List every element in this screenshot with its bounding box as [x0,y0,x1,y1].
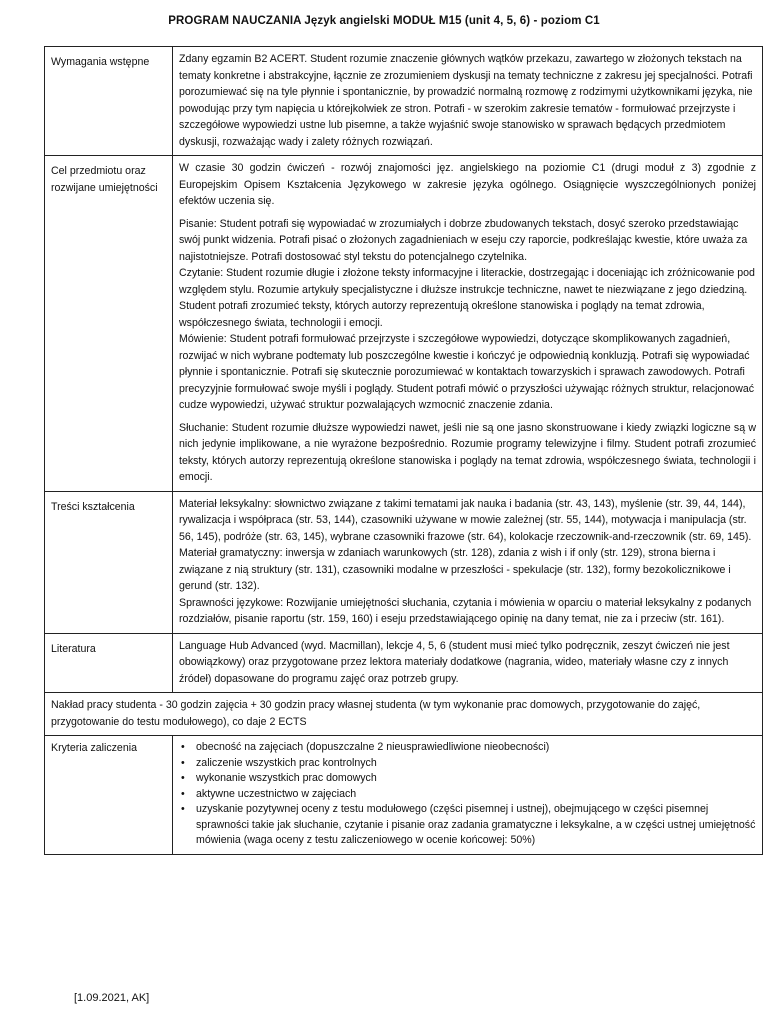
row-naklad [45,693,763,736]
tresci-sprawnosci: Sprawności językowe: Rozwijanie umiejętności słuchania, czytania i mówienia w oparciu o materiał leksykalny z podanych rozdziałów, pisanie raportu (str. 159, 160) i eseju przedstawiającego opinię na dany temat, nie za i przeciw (str. 161). [179,596,752,625]
content-wymagania [173,47,763,156]
cel-sluchanie: Słuchanie: Student rozumie dłuższe wypowiedzi nawet, jeśli nie są one jasno skonstruowane i kiedy związki logiczne są w nich jedynie implikowane, a nie wyrażone bezpośrednio. Rozumie programy telewizyjne i filmy. Student potrafi zrozumieć teksty, których autorzy reprezentują określone stanowiska i poglądy na temat zdrowia, współczesnego świata, technologii i emocji. [179,421,756,483]
wymagania-text: Zdany egzamin B2 ACERT. Student rozumie znaczenie głównych wątków przekazu, zawartego w złożonych tekstach na tematy konkretne i abstrakcyjne, łącznie ze zrozumieniem dyskusji na tematy techniczne z zakresu jej specjalności. Potrafi porozumiewać się na tyle płynnie i spontanicznie, by prowadzić normalną rozmowę z rodzimymi użytkownikami języka, nie powodując przy tym napięcia u którejkolwiek ze stron. Potrafi - w szerokim zakresie tematów - formułować przejrzyste i szczegółowe wypowiedzi ustne lub pisemne, a także wyjaśnić swoje stanowisko w sprawach będących przedmiotem dyskusji, rozważając wady i zalety różnych rozwiązań. [179,53,753,148]
cel-mowienie: Mówienie: Student potrafi formułować przejrzyste i szczegółowe wypowiedzi, dotyczące skomplikowanych zagadnień, rozwijać w nich wybrane podtematy lub poszczególne kwestie i kończyć je odpowiednią konkluzją. Potrafi się wypowiadać płynnie i spontanicznie. Potrafi się skutecznie porozumiewać w kontaktach towarzyskich i sprawach zawodowych. Potrafi precyzyjnie formułować swoje myśli i poglądy. Student potrafi mówić o przyszłości używając różnych struktur, relacjonować cudze wypowiedzi, używać struktur pozwalających wzmocnić znaczenie zdania. [179,333,755,411]
naklad-text: Nakład pracy studenta - 30 godzin zajęcia + 30 godzin pracy własnej studenta (w tym wykonanie prac domowych, przygotowanie do zajęć, przygotowanie do testu modułowego), co daje 2 ECTS [45,693,763,736]
list-item: • uzyskanie pozytywnej oceny z testu modułowego (części pisemnej i ustnej), obejmującego w części pisemnej sprawności takie jak słuchanie, czytanie i pisanie oraz zadania gramatyczne i leksykalne, a w części ustnej umiejętność mówienia (waga oceny z testu zaliczeniowego w ocenie końcowej: 50%) [179,802,756,849]
label-cel: Cel przedmiotu oraz rozwijane umiejętności [45,156,173,492]
content-kryteria [173,736,763,855]
criteria-list [179,740,756,849]
label-kryteria: Kryteria zaliczenia [45,736,173,855]
row-wymagania [45,47,763,156]
cel-pisanie: Pisanie: Student potrafi się wypowiadać w zrozumiałych i dobrze zbudowanych tekstach, dosyć szeroko przedstawiając swój punkt widzenia. Potrafi pisać o złożonych zagadnieniach w eseju czy raporcie, podkreślając kwestie, które uważa za najistotniejsze. Potrafi dostosować styl tekstu do potencjalnego czytelnika. [179,217,748,263]
row-tresci [45,491,763,633]
label-tresci: Treści kształcenia [45,491,173,633]
list-item: • aktywne uczestnictwo w zajęciach [179,787,756,803]
footer-date: [1.09.2021, AK] [74,992,150,1004]
syllabus-table [44,46,763,855]
list-item: • zaliczenie wszystkich prac kontrolnych [179,756,756,772]
list-item: • wykonanie wszystkich prac domowych [179,771,756,787]
cel-czytanie: Czytanie: Student rozumie długie i złożone teksty informacyjne i literackie, dostrzegając i doceniając ich zróżnicowanie pod względem stylu. Rozumie artykuły specjalistyczne i dłuższe instrukcje techniczne, nawet te niezwiązane z jego dziedziną. Student potrafi zrozumieć teksty, których autorzy reprezentują określone stanowiska i poglądy na temat zdrowia, współczesnego świata, technologii i emocji. [179,267,755,329]
tresci-gramatyczny: Materiał gramatyczny: inwersja w zdaniach warunkowych (str. 128), zdania z wish i if only (str. 129), strona bierna i związane z nią struktury (str. 131), czasowniki modalne w przeszłości - spekulacje (str. 132), formy bezokolicznikowe i gerund (str. 132). [179,547,731,592]
label-literatura: Literatura [45,633,173,693]
literatura-text: Language Hub Advanced (wyd. Macmillan), lekcje 4, 5, 6 (student musi mieć tylko podręcznik, zeszyt ćwiczeń nie jest obowiązkowy) oraz przygotowane przez lektora materiały dodatkowe (nagrania, wideo, materiały własne czy z innych źródeł) dopasowane do programu zajęć oraz potrzeb grupy. [179,639,730,685]
content-cel [173,156,763,492]
document-title: PROGRAM NAUCZANIA Język angielski MODUŁ M15 (unit 4, 5, 6) - poziom C1 [168,15,600,27]
cel-intro: W czasie 30 godzin ćwiczeń - rozwój znajomości jęz. angielskiego na poziomie C1 (drugi moduł z 3) zgodnie z Europejskim Opisem Kształcenia Językowego w zakresie języka ogólnego. Osiągnięcie wyszczególnionych poniżej efektów uczenia się. [179,162,756,207]
row-kryteria [45,736,763,855]
list-item: • obecność na zajęciach (dopuszczalne 2 nieusprawiedliwione nieobecności) [179,740,756,756]
tresci-leksykalny: Materiał leksykalny: słownictwo związane z takimi tematami jak nauka i badania (str. 43, 143), myślenie (str. 39, 44, 144), rywalizacja i współpraca (str. 53, 144), czasowniki używane w mowie zależnej (str. 55, 144), motywacja i manipulacja (str. 56, 145), podróże (str. 63, 145), wybrane czasowniki frazowe (str. 64), kolokacje rzeczownik-and-rzeczownik (str. 69, 145). [179,497,752,543]
row-literatura [45,633,763,693]
row-cel [45,156,763,492]
content-literatura [173,633,763,693]
content-tresci [173,491,763,633]
label-wymagania: Wymagania wstępne [45,47,173,156]
